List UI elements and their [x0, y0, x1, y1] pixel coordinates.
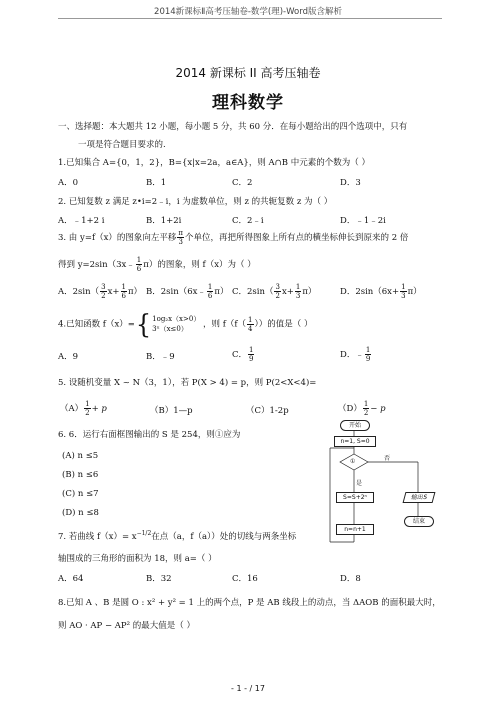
brace-icon: { — [135, 308, 152, 340]
fraction: $\frac{1}{6}$ — [121, 283, 126, 300]
section-intro-line1: 一、选择题：本大题共 12 小题，每小题 5 分，共 60 分．在每小题给出的四个选项中，只有 — [58, 122, 408, 132]
fraction: $\frac{1}{9}$ — [249, 346, 254, 363]
header-rule — [58, 18, 442, 19]
fraction: $\frac{1}{3}$ — [295, 283, 301, 300]
q1-option-a: A．0 — [58, 178, 79, 188]
flow-init: n=1, S=0 — [334, 436, 376, 447]
q6-option-b: (B) n ≤6 — [62, 470, 99, 480]
flow-yes-label: 是 — [356, 480, 363, 487]
fraction: $\frac{1}{4}$ — [248, 315, 253, 333]
q6-stem: 6. 6．运行右面框图输出的 S 是 254，则①应为 — [58, 430, 241, 440]
flowchart — [324, 418, 464, 556]
q1-stem: 1.已知集合 A={0，1，2}，B={x|x=2a，a∈A}，则 A∩B 中元素的个数为（ ） — [58, 158, 370, 168]
page-number: - 1 - / 17 — [231, 684, 265, 693]
flow-start: 开始 — [340, 420, 370, 431]
flow-body: S=S+2ⁿ — [336, 492, 374, 503]
q2-stem: 2. 已知复数 z 满足 z•i=2﹣i，i 为虚数单位，则 z 的共轭复数 z 为（ ） — [58, 197, 333, 207]
fraction: $\frac{\pi}{3}$ — [178, 229, 183, 246]
fraction: $\frac{1}{3}$ — [401, 283, 406, 300]
q5-stem: 5. 设随机变量 X ~ N（3，1），若 P(X > 4) = p，则 P(2<X<4)= — [58, 378, 317, 388]
q1-option-c: C．2 — [232, 178, 253, 188]
page-header: 2014新课标Ⅱ高考压轴卷-数学(理)-Word版含解析 — [154, 7, 342, 17]
q7-line2: 轴围成的三角形的面积为 18，则 a=（ ） — [58, 554, 217, 564]
q2-option-b: B．1+2i — [146, 216, 182, 226]
q8-line2: 则 AO · AP − AP² 的最大值是（ ） — [58, 621, 195, 631]
q6-option-d: (D) n ≤8 — [62, 508, 99, 518]
q7-option-b: B．32 — [146, 574, 172, 584]
q3-option-a: A．2sin（ $\frac{3}{2}$ x+ $\frac{1}{6}$ π） — [58, 283, 143, 300]
q2-option-a: A．﹣1+2 i — [58, 216, 105, 226]
q3-line1: 3. 由 y=f（x）的图象向左平移 $\frac{\pi}{3}$ 个单位，再把所得图象上所有点的横坐标伸长到原来的 2 倍 — [58, 229, 409, 246]
q4-option-c: C． $\frac{1}{9}$ — [232, 346, 254, 363]
q2-option-d: D．﹣1﹣2i — [340, 216, 386, 226]
fraction: $\frac{1}{6}$ — [207, 283, 213, 300]
q4-option-a: A．9 — [58, 352, 79, 362]
q1-option-d: D．3 — [340, 178, 361, 188]
fraction: $\frac{3}{2}$ — [275, 283, 280, 300]
q7-option-d: D．8 — [340, 574, 361, 584]
section-intro-line2: 一项是符合题目要求的. — [78, 140, 166, 150]
q4-option-d: D．﹣ $\frac{1}{9}$ — [340, 346, 371, 363]
q7-option-c: C．16 — [232, 574, 258, 584]
q3-option-d: D．2sin（6x+ $\frac{1}{3}$ π） — [340, 283, 422, 300]
fraction: $\frac{1}{2}$ — [363, 400, 369, 417]
q1-option-b: B．1 — [146, 178, 167, 188]
q4-stem: 4.已知函数 f（x）={ 1og₂x（x>0） 3ˣ（x≤0） ，则 f（f（ $\frac{1}{4}$ ））的值是（ ） — [58, 308, 313, 340]
q7-line1: 7. 若曲线 $f(x)= x^{-1/2}$在点（a，f（a））处的切线与两条坐标 — [58, 530, 297, 542]
q8-line1: 8.已知 A 、B 是圆 O : x² + y² = 1 上的两个点，P 是 AB 线段上的动点，当 ΔAOB 的面积最大时， — [58, 598, 441, 608]
fraction: $\frac{1}{6}$ — [136, 256, 142, 273]
flow-increment: n=n+1 — [336, 524, 374, 535]
q5-option-b: （B）1—p — [150, 406, 193, 416]
q7-option-a: A．64 — [58, 574, 84, 584]
q3-line2: 得到 y=2sin（3x﹣ $\frac{1}{6}$ π）的图象，则 f（x）为（ ） — [58, 256, 256, 273]
flow-output: 输出S — [403, 492, 436, 503]
fraction: $\frac{1}{2}$ — [85, 400, 90, 417]
q5-option-d: （D） $\frac{1}{2}$ − p — [338, 400, 386, 417]
q5-option-a: （A） $\frac{1}{2}$ + p — [60, 400, 107, 417]
q6-option-a: (A) n ≤5 — [62, 451, 99, 461]
q3-option-b: B．2sin（6x﹣ $\frac{1}{6}$ π） — [146, 283, 229, 300]
q3-option-c: C．2sin（ $\frac{3}{2}$ x+ $\frac{1}{3}$ π） — [232, 283, 317, 300]
fraction: $\frac{3}{2}$ — [101, 283, 106, 300]
q4-option-b: B．﹣9 — [146, 352, 175, 362]
exam-title: 2014 新课标 II 高考压轴卷 — [175, 66, 321, 80]
flow-no-label: 否 — [384, 455, 391, 462]
flow-end: 结束 — [404, 516, 434, 527]
q6-option-c: (C) n ≤7 — [62, 489, 99, 499]
exam-subject: 理科数学 — [212, 93, 284, 113]
q2-option-c: C．2﹣i — [232, 216, 264, 226]
fraction: $\frac{1}{9}$ — [365, 346, 371, 363]
flow-condition: ① — [350, 458, 356, 465]
q5-option-c: （C）1-2p — [246, 406, 289, 416]
